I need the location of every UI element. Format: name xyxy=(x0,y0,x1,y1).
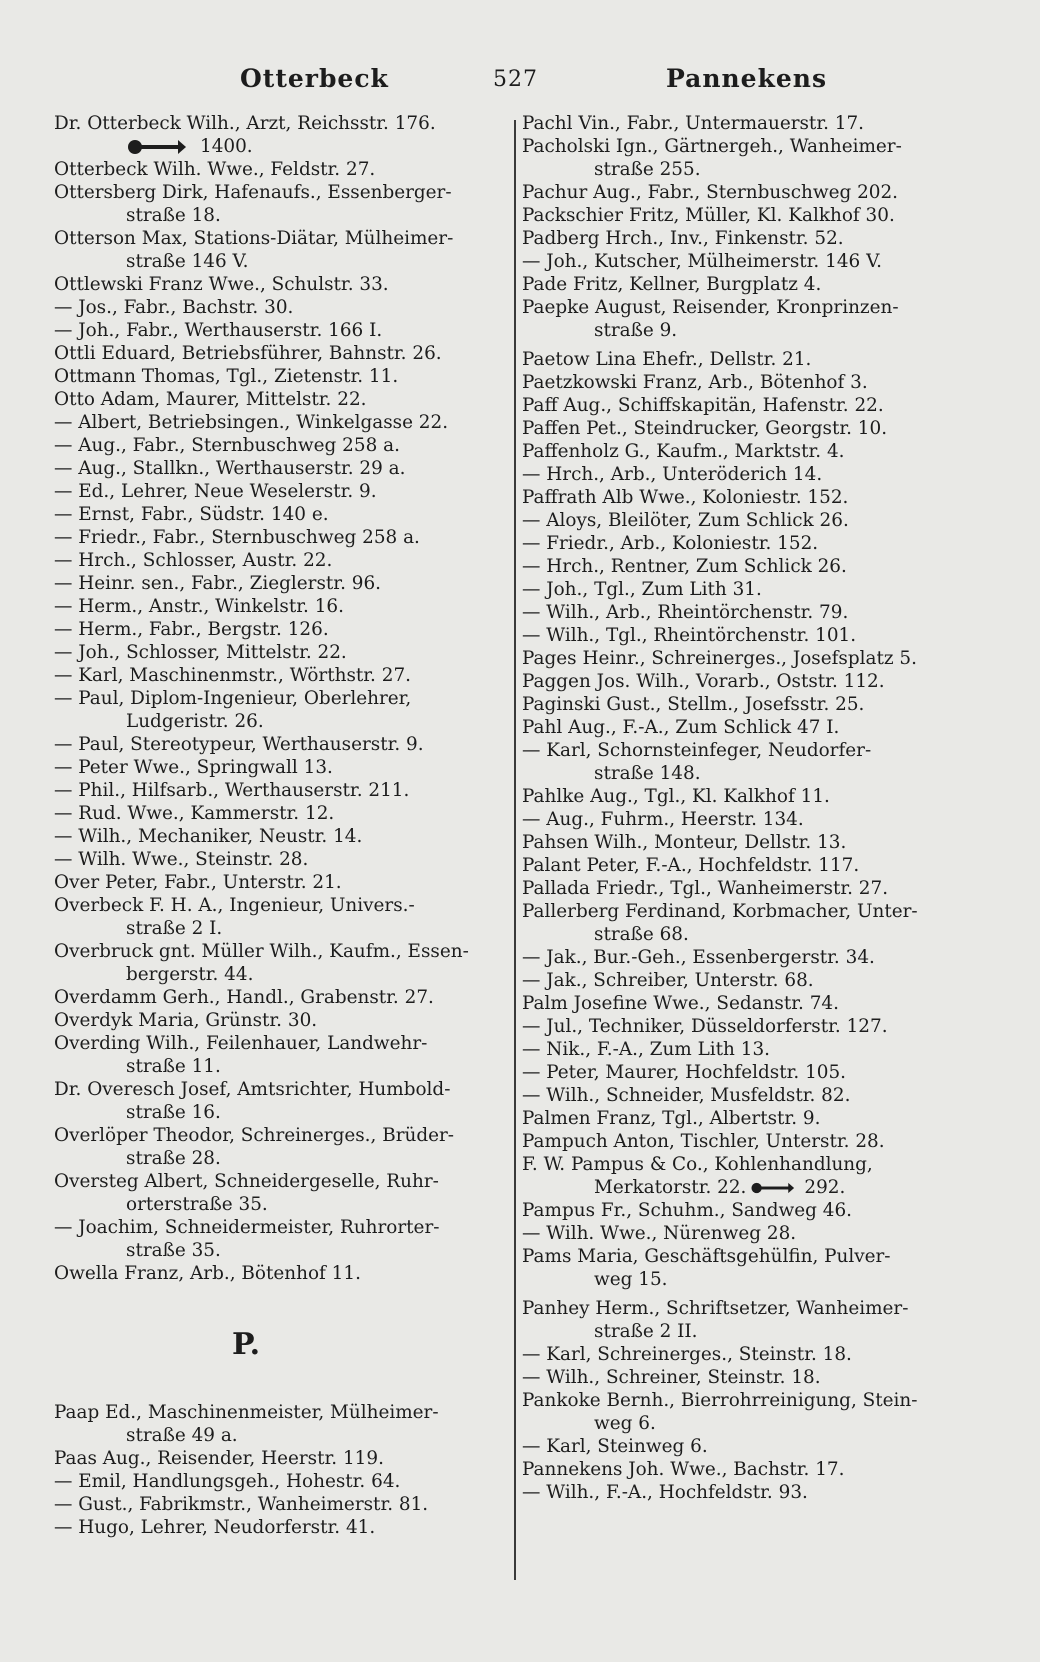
entry-continuation-text: Merkatorstr. 22. xyxy=(594,1177,747,1198)
entry-continuation: straße 68. xyxy=(594,924,689,945)
entry: Dr. Otterbeck Wilh., Arzt, Reichsstr. 176. xyxy=(54,113,436,134)
phone-number: 292. xyxy=(804,1177,846,1198)
entry: Overdyk Maria, Grünstr. 30. xyxy=(54,1010,318,1031)
entry: — Joh., Schlosser, Mittelstr. 22. xyxy=(54,642,347,663)
phone-line xyxy=(54,135,504,158)
entry: — Jul., Techniker, Düsseldorferstr. 127. xyxy=(522,1016,888,1037)
entry: — Joh., Fabr., Werthauserstr. 166 I. xyxy=(54,320,383,341)
entry: — Joh., Kutscher, Mülheimerstr. 146 V. xyxy=(522,251,882,272)
entry-continuation: orterstraße 35. xyxy=(126,1194,268,1215)
entry: — Aloys, Bleilöter, Zum Schlick 26. xyxy=(522,510,849,531)
entry: Overbruck gnt. Müller Wilh., Kaufm., Essen- xyxy=(54,941,469,962)
entry-continuation xyxy=(522,1176,992,1199)
entry: — Joachim, Schneidermeister, Ruhrorter- xyxy=(54,1217,440,1238)
entry: Paggen Jos. Wilh., Vorarb., Oststr. 112. xyxy=(522,671,885,692)
header-right-keyword: Pannekens xyxy=(666,64,828,93)
entry: Otto Adam, Maurer, Mittelstr. 22. xyxy=(54,389,367,410)
entry: Owella Franz, Arb., Bötenhof 11. xyxy=(54,1263,361,1284)
entry-continuation: bergerstr. 44. xyxy=(126,964,254,985)
entry: Pahsen Wilh., Monteur, Dellstr. 13. xyxy=(522,832,847,853)
entry: Ottmann Thomas, Tgl., Zietenstr. 11. xyxy=(54,366,399,387)
entry-continuation: straße 35. xyxy=(126,1240,221,1261)
entry: — Hrch., Arb., Unteröderich 14. xyxy=(522,464,823,485)
entry-continuation: straße 28. xyxy=(126,1148,221,1169)
entry: Paffen Pet., Steindrucker, Georgstr. 10. xyxy=(522,418,888,439)
entry-continuation: straße 2 II. xyxy=(594,1321,698,1342)
entry-continuation: straße 2 I. xyxy=(126,918,223,939)
entry: — Wilh., Tgl., Rheintörchenstr. 101. xyxy=(522,625,857,646)
entry: — Gust., Fabrikmstr., Wanheimerstr. 81. xyxy=(54,1494,429,1515)
entry: — Hrch., Rentner, Zum Schlick 26. xyxy=(522,556,847,577)
entry: Panhey Herm., Schriftsetzer, Wanheimer- xyxy=(522,1298,909,1319)
entry: — Heinr. sen., Fabr., Zieglerstr. 96. xyxy=(54,573,382,594)
entry: Pacholski Ign., Gärtnergeh., Wanheimer- xyxy=(522,136,902,157)
entry: — Hrch., Schlosser, Austr. 22. xyxy=(54,550,333,571)
entry: Otterson Max, Stations-Diätar, Mülheimer- xyxy=(54,228,454,249)
entry: — Rud. Wwe., Kammerstr. 12. xyxy=(54,803,335,824)
entry: Otterbeck Wilh. Wwe., Feldstr. 27. xyxy=(54,159,376,180)
entry: — Albert, Betriebsingen., Winkelgasse 22. xyxy=(54,412,449,433)
entry: Overlöper Theodor, Schreinerges., Brüder- xyxy=(54,1125,455,1146)
entry: Pachur Aug., Fabr., Sternbuschweg 202. xyxy=(522,182,899,203)
entry: Pade Fritz, Kellner, Burgplatz 4. xyxy=(522,274,822,295)
entry: Pages Heinr., Schreinerges., Josefsplatz 5. xyxy=(522,648,917,669)
entry: — Peter Wwe., Springwall 13. xyxy=(54,757,333,778)
left-column xyxy=(54,112,504,1539)
entry: — Emil, Handlungsgeh., Hohestr. 64. xyxy=(54,1471,401,1492)
entry: Dr. Overesch Josef, Amtsrichter, Humbold- xyxy=(54,1079,451,1100)
entry: — Wilh., F.-A., Hochfeldstr. 93. xyxy=(522,1482,808,1503)
entry: Pahlke Aug., Tgl., Kl. Kalkhof 11. xyxy=(522,786,830,807)
entry: Padberg Hrch., Inv., Finkenstr. 52. xyxy=(522,228,844,249)
entry: — Paul, Diplom-Ingenieur, Oberlehrer, xyxy=(54,688,412,709)
entry: Palmen Franz, Tgl., Albertstr. 9. xyxy=(522,1108,821,1129)
entry: — Karl, Steinweg 6. xyxy=(522,1436,708,1457)
entry: — Wilh., Mechaniker, Neustr. 14. xyxy=(54,826,363,847)
entry: — Karl, Schreinerges., Steinstr. 18. xyxy=(522,1344,852,1365)
entry-continuation: straße 255. xyxy=(594,159,701,180)
entry: F. W. Pampus & Co., Kohlenhandlung, xyxy=(522,1154,873,1175)
right-column xyxy=(522,112,992,1504)
entry: Pallada Friedr., Tgl., Wanheimerstr. 27. xyxy=(522,878,889,899)
entry: Paepke August, Reisender, Kronprinzen- xyxy=(522,297,899,318)
telephone-receiver-icon xyxy=(126,138,194,156)
entry: Overbeck F. H. A., Ingenieur, Univers.- xyxy=(54,895,415,916)
entry: — Herm., Fabr., Bergstr. 126. xyxy=(54,619,329,640)
entry: — Jak., Schreiber, Unterstr. 68. xyxy=(522,970,814,991)
entry: — Phil., Hilfsarb., Werthauserstr. 211. xyxy=(54,780,410,801)
entry: Paff Aug., Schiffskapitän, Hafenstr. 22. xyxy=(522,395,884,416)
entry: — Hugo, Lehrer, Neudorferstr. 41. xyxy=(54,1517,376,1538)
entry-continuation: straße 18. xyxy=(126,205,221,226)
entry-continuation: weg 15. xyxy=(594,1269,668,1290)
entry: — Wilh., Schreiner, Steinstr. 18. xyxy=(522,1367,821,1388)
entry: Paetow Lina Ehefr., Dellstr. 21. xyxy=(522,349,812,370)
entry-continuation: straße 146 V. xyxy=(126,251,249,272)
header-left-keyword: Otterbeck xyxy=(240,64,389,93)
entry: — Nik., F.-A., Zum Lith 13. xyxy=(522,1039,770,1060)
entry: Oversteg Albert, Schneidergeselle, Ruhr- xyxy=(54,1171,439,1192)
entry: Paffrath Alb Wwe., Koloniestr. 152. xyxy=(522,487,849,508)
column-divider xyxy=(514,120,516,1580)
entry: Ottlewski Franz Wwe., Schulstr. 33. xyxy=(54,274,389,295)
entry: Packschier Fritz, Müller, Kl. Kalkhof 30. xyxy=(522,205,895,226)
phone-number: 1400. xyxy=(200,136,253,157)
entry: Ottersberg Dirk, Hafenaufs., Essenberger- xyxy=(54,182,452,203)
entry: Paap Ed., Maschinenmeister, Mülheimer- xyxy=(54,1402,439,1423)
entry: Pams Maria, Geschäftsgehülfin, Pulver- xyxy=(522,1246,891,1267)
entry: — Karl, Maschinenmstr., Wörthstr. 27. xyxy=(54,665,411,686)
entry: Pachl Vin., Fabr., Untermauerstr. 17. xyxy=(522,113,865,134)
entry-continuation: straße 11. xyxy=(126,1056,221,1077)
entry: Pampus Fr., Schuhm., Sandweg 46. xyxy=(522,1200,852,1221)
entry: — Aug., Stallkn., Werthauserstr. 29 a. xyxy=(54,458,406,479)
entry: — Peter, Maurer, Hochfeldstr. 105. xyxy=(522,1062,847,1083)
entry: — Wilh. Wwe., Steinstr. 28. xyxy=(54,849,309,870)
entry: Palant Peter, F.-A., Hochfeldstr. 117. xyxy=(522,855,860,876)
entry: — Aug., Fuhrm., Heerstr. 134. xyxy=(522,809,804,830)
entry: — Ernst, Fabr., Südstr. 140 e. xyxy=(54,504,329,525)
entry-continuation: straße 9. xyxy=(594,320,678,341)
entry: — Friedr., Fabr., Sternbuschweg 258 a. xyxy=(54,527,420,548)
entry-continuation: Ludgeristr. 26. xyxy=(126,711,264,732)
entry: Overding Wilh., Feilenhauer, Landwehr- xyxy=(54,1033,428,1054)
entry: — Ed., Lehrer, Neue Weselerstr. 9. xyxy=(54,481,377,502)
page-number: 527 xyxy=(493,67,538,92)
entry-continuation: weg 6. xyxy=(594,1413,656,1434)
entry: Paffenholz G., Kaufm., Marktstr. 4. xyxy=(522,441,845,462)
entry: Pallerberg Ferdinand, Korbmacher, Unter- xyxy=(522,901,918,922)
entry: Overdamm Gerh., Handl., Grabenstr. 27. xyxy=(54,987,434,1008)
entry: Paetzkowski Franz, Arb., Bötenhof 3. xyxy=(522,372,868,393)
entry: — Joh., Tgl., Zum Lith 31. xyxy=(522,579,762,600)
entry: — Wilh. Wwe., Nürenweg 28. xyxy=(522,1223,797,1244)
entry: Palm Josefine Wwe., Sedanstr. 74. xyxy=(522,993,839,1014)
entry: Pannekens Joh. Wwe., Bachstr. 17. xyxy=(522,1459,845,1480)
entry: — Jos., Fabr., Bachstr. 30. xyxy=(54,297,294,318)
entry: Paas Aug., Reisender, Heerstr. 119. xyxy=(54,1448,384,1469)
entry: — Friedr., Arb., Koloniestr. 152. xyxy=(522,533,819,554)
entry: — Wilh., Schneider, Musfeldstr. 82. xyxy=(522,1085,851,1106)
section-letter-heading: P. xyxy=(232,1327,261,1362)
entry: — Aug., Fabr., Sternbuschweg 258 a. xyxy=(54,435,400,456)
entry: — Herm., Anstr., Winkelstr. 16. xyxy=(54,596,344,617)
entry: — Paul, Stereotypeur, Werthauserstr. 9. xyxy=(54,734,424,755)
entry: Pahl Aug., F.-A., Zum Schlick 47 I. xyxy=(522,717,840,738)
entry-continuation: straße 148. xyxy=(594,763,701,784)
entry-continuation: straße 49 a. xyxy=(126,1425,238,1446)
entry: Paginski Gust., Stellm., Josefsstr. 25. xyxy=(522,694,865,715)
entry: — Jak., Bur.-Geh., Essenbergerstr. 34. xyxy=(522,947,875,968)
entry: — Wilh., Arb., Rheintörchenstr. 79. xyxy=(522,602,849,623)
entry: Pankoke Bernh., Bierrohrreinigung, Stein- xyxy=(522,1390,918,1411)
telephone-receiver-icon xyxy=(750,1180,800,1196)
entry: — Karl, Schornsteinfeger, Neudorfer- xyxy=(522,740,872,761)
entry-continuation: straße 16. xyxy=(126,1102,221,1123)
entry: Ottli Eduard, Betriebsführer, Bahnstr. 26. xyxy=(54,343,442,364)
entry: Over Peter, Fabr., Unterstr. 21. xyxy=(54,872,342,893)
entry: Pampuch Anton, Tischler, Unterstr. 28. xyxy=(522,1131,885,1152)
